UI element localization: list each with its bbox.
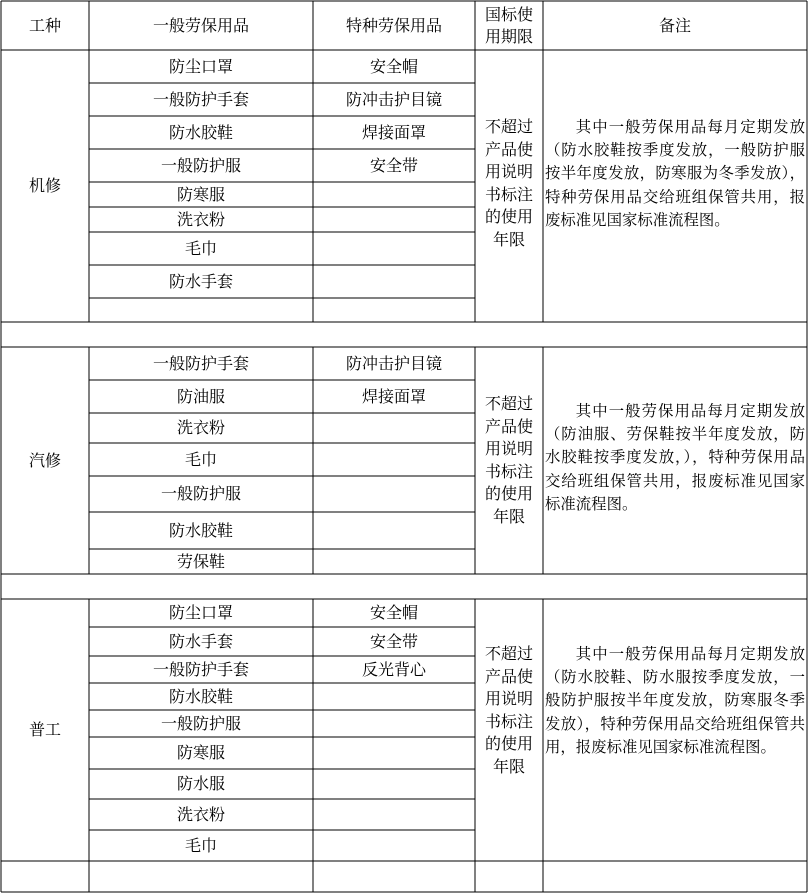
special-item-cell: 焊接面罩 [361, 386, 426, 406]
general-item-cell: 防水手套 [168, 631, 233, 651]
general-item-cell: 毛巾 [184, 449, 217, 469]
special-item-cell: 防冲击护目镜 [345, 89, 442, 109]
job-type-cell: 汽修 [28, 450, 61, 470]
general-item-cell: 一般防护服 [160, 155, 241, 175]
general-item-cell: 一般防护服 [160, 713, 241, 733]
general-item-cell: 防尘口罩 [168, 603, 233, 622]
header-service-period: 国标使用期限 [484, 4, 533, 46]
header-special-items: 特种劳保用品 [345, 15, 442, 35]
remarks-cell: 其中一般劳保用品每月定期发放（防油服、劳保鞋按半年度发放，防水胶鞋按季度发放，），特种劳保用品交给班组保管共用，报废标准见国家标准流程图。 [545, 402, 805, 513]
general-item-cell: 毛巾 [184, 238, 217, 258]
general-item-cell: 洗衣粉 [176, 209, 225, 229]
general-item-cell: 防尘口罩 [168, 56, 233, 76]
job-type-cell: 机修 [28, 176, 61, 195]
general-item-cell: 防水胶鞋 [168, 122, 233, 142]
header-remarks: 备注 [658, 15, 691, 35]
general-item-cell: 防水服 [176, 774, 225, 793]
general-item-cell: 洗衣粉 [176, 418, 225, 437]
service-period-cell: 不超过产品使用说明书标注的使用年限 [484, 644, 533, 776]
general-item-cell: 洗衣粉 [176, 804, 225, 824]
remarks-cell: 其中一般劳保用品每月定期发放（防水胶鞋、防水服按季度发放，一般防护服按半年度发放，防寒服冬季发放），特种劳保用品交给班组保管共用，报废标准见国家标准流程图。 [545, 645, 805, 756]
header-general-items: 一般劳保用品 [152, 15, 249, 35]
general-item-cell: 一般防护手套 [152, 659, 249, 679]
general-item-cell: 一般防护手套 [152, 353, 249, 373]
general-item-cell: 防水胶鞋 [168, 686, 233, 706]
header-job-type: 工种 [28, 15, 61, 35]
special-item-cell: 焊接面罩 [361, 122, 426, 142]
general-item-cell: 一般防护手套 [152, 89, 249, 109]
general-item-cell: 毛巾 [184, 835, 217, 855]
service-period-cell: 不超过产品使用说明书标注的使用年限 [484, 117, 533, 249]
service-period-cell: 不超过产品使用说明书标注的使用年限 [484, 394, 533, 526]
special-item-cell: 反光背心 [361, 659, 426, 679]
general-item-cell: 防油服 [176, 386, 225, 406]
general-item-cell: 防水胶鞋 [168, 520, 233, 540]
general-item-cell: 一般防护服 [160, 484, 241, 503]
special-item-cell: 安全帽 [369, 603, 418, 622]
special-item-cell: 安全带 [369, 155, 418, 175]
job-type-cell: 普工 [28, 720, 61, 739]
special-item-cell: 安全带 [369, 631, 418, 651]
special-item-cell: 安全帽 [369, 56, 418, 76]
general-item-cell: 防水手套 [168, 271, 233, 291]
remarks-cell: 其中一般劳保用品每月定期发放（防水胶鞋按季度发放，一般防护服按半年度发放，防寒服为冬季发放），特种劳保用品交给班组保管共用，报废标准见国家标准流程图。 [545, 118, 805, 229]
general-item-cell: 劳保鞋 [176, 551, 225, 571]
special-item-cell: 防冲击护目镜 [345, 353, 442, 373]
general-item-cell: 防寒服 [176, 184, 225, 204]
general-item-cell: 防寒服 [176, 743, 225, 762]
